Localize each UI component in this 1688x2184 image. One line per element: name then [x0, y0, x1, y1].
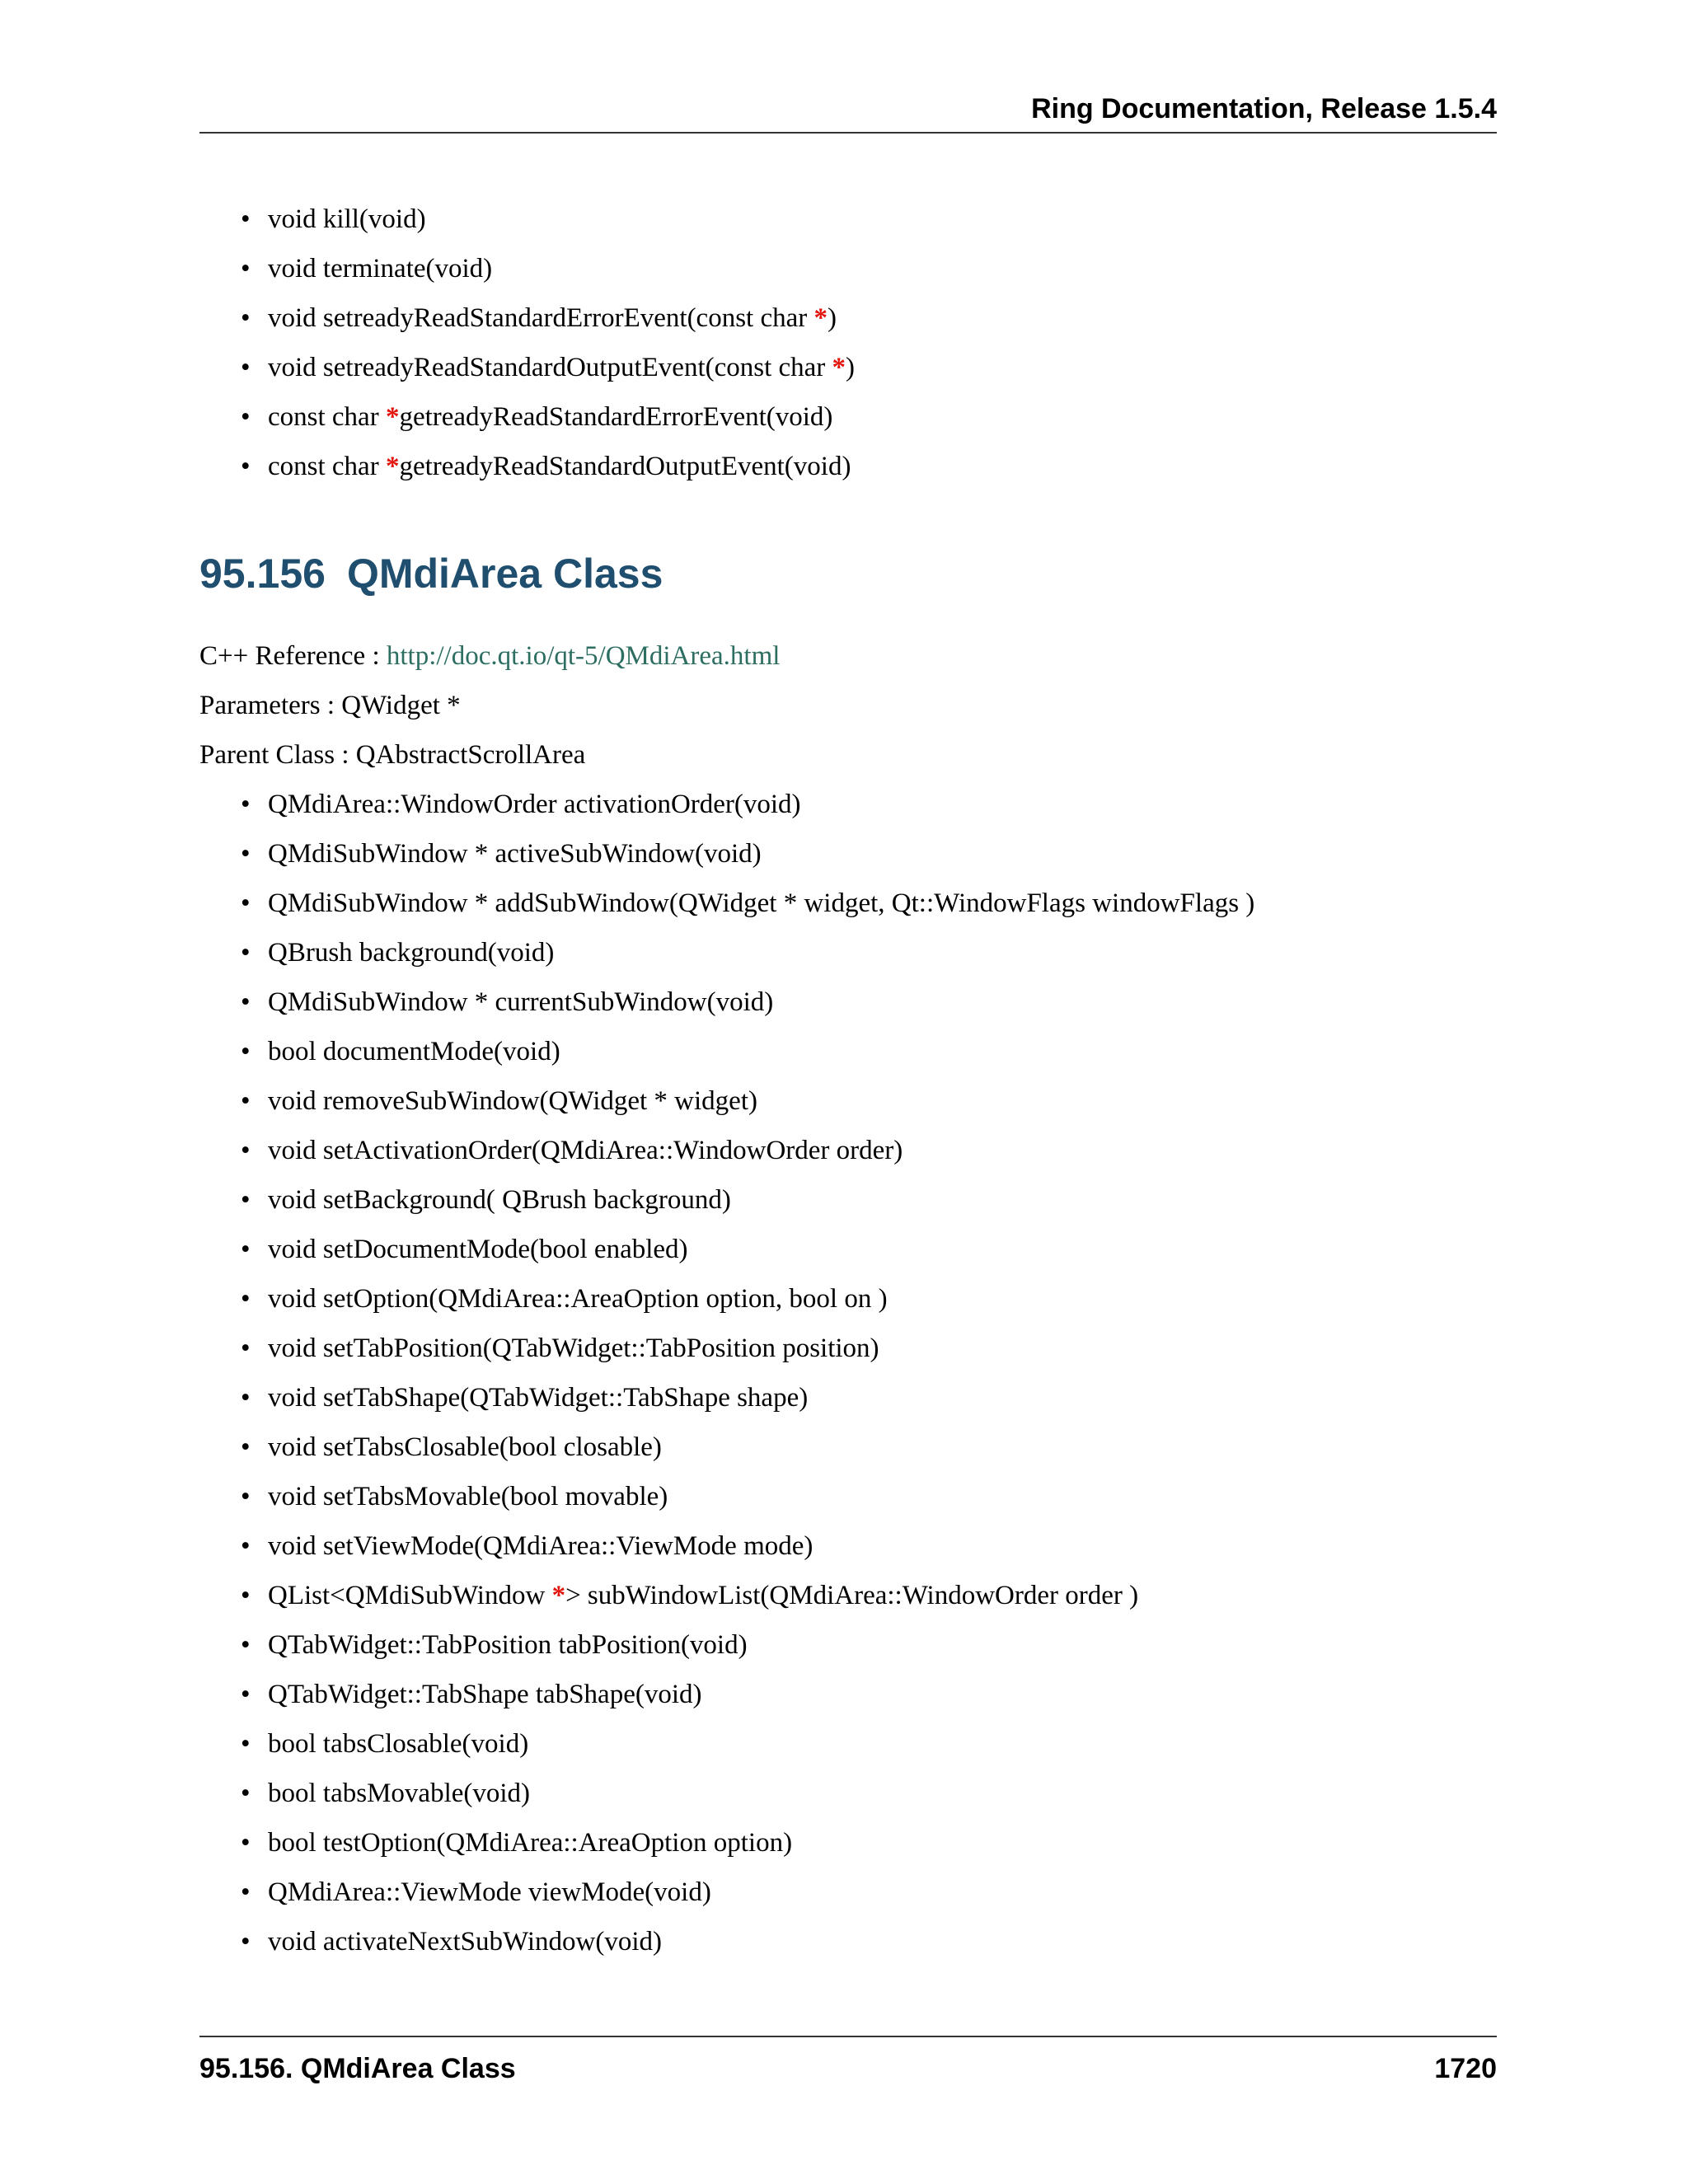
cpp-reference-link[interactable]: http://doc.qt.io/qt-5/QMdiArea.html — [386, 641, 781, 671]
section-heading — [199, 549, 1497, 598]
section-title: QMdiArea Class — [346, 551, 663, 597]
document-title: Ring Documentation, Release 1.5.4 — [1031, 93, 1497, 124]
method-item: • QMdiArea::WindowOrder activationOrder(void) — [199, 780, 1497, 829]
method-item: • void setDocumentMode(bool enabled) — [199, 1225, 1497, 1274]
method-item: • void setTabShape(QTabWidget::TabShape shape) — [199, 1373, 1497, 1422]
method-item: • void activateNextSubWindow(void) — [199, 1917, 1497, 1966]
method-item: • bool documentMode(void) — [199, 1027, 1497, 1076]
method-item: • bool tabsMovable(void) — [199, 1769, 1497, 1818]
method-list — [199, 780, 1497, 1966]
method-item: • void setOption(QMdiArea::AreaOption option, bool on ) — [199, 1274, 1497, 1324]
method-item: • QMdiSubWindow * currentSubWindow(void) — [199, 977, 1497, 1027]
method-item: • const char *getreadyReadStandardErrorEvent(void) — [199, 392, 1497, 442]
footer-section-label: 95.156. QMdiArea Class — [199, 2053, 516, 2084]
method-item: • void setTabsMovable(bool movable) — [199, 1472, 1497, 1521]
method-item: • void setBackground( QBrush background) — [199, 1175, 1497, 1225]
method-item: • QMdiSubWindow * addSubWindow(QWidget * widget, Qt::WindowFlags windowFlags ) — [199, 879, 1497, 928]
parent-class-line: Parent Class : QAbstractScrollArea — [199, 740, 586, 770]
method-item: • QTabWidget::TabShape tabShape(void) — [199, 1670, 1497, 1719]
section-number: 95.156 — [199, 551, 326, 597]
method-item: • void setreadyReadStandardErrorEvent(const char *) — [199, 293, 1497, 343]
cpp-reference-line — [199, 631, 1497, 681]
method-item: • void removeSubWindow(QWidget * widget) — [199, 1076, 1497, 1126]
method-item: • void terminate(void) — [199, 244, 1497, 293]
page-number: 1720 — [1434, 2053, 1497, 2084]
page-footer — [199, 2036, 1497, 2087]
method-item: • void kill(void) — [199, 194, 1497, 244]
method-item: • void setTabsClosable(bool closable) — [199, 1422, 1497, 1472]
method-item: • void setTabPosition(QTabWidget::TabPosition position) — [199, 1324, 1497, 1373]
method-item: • void setreadyReadStandardOutputEvent(const char *) — [199, 343, 1497, 392]
method-item: • void setViewMode(QMdiArea::ViewMode mode) — [199, 1521, 1497, 1571]
parameters-line: Parameters : QWidget * — [199, 691, 461, 720]
method-item: • QBrush background(void) — [199, 928, 1497, 977]
method-item: • bool tabsClosable(void) — [199, 1719, 1497, 1769]
method-item: • bool testOption(QMdiArea::AreaOption option) — [199, 1818, 1497, 1868]
method-item: • QTabWidget::TabPosition tabPosition(void) — [199, 1620, 1497, 1670]
page-content — [199, 194, 1497, 1966]
method-item: • void setActivationOrder(QMdiArea::WindowOrder order) — [199, 1126, 1497, 1175]
method-item: • QMdiArea::ViewMode viewMode(void) — [199, 1868, 1497, 1917]
method-item: • const char *getreadyReadStandardOutputEvent(void) — [199, 442, 1497, 491]
method-item: • QMdiSubWindow * activeSubWindow(void) — [199, 829, 1497, 879]
cpp-reference-label: C++ Reference : — [199, 641, 387, 671]
previous-class-method-list — [199, 194, 1497, 491]
method-item: • QList<QMdiSubWindow *> subWindowList(QMdiArea::WindowOrder order ) — [199, 1571, 1497, 1620]
page-header — [199, 92, 1497, 134]
